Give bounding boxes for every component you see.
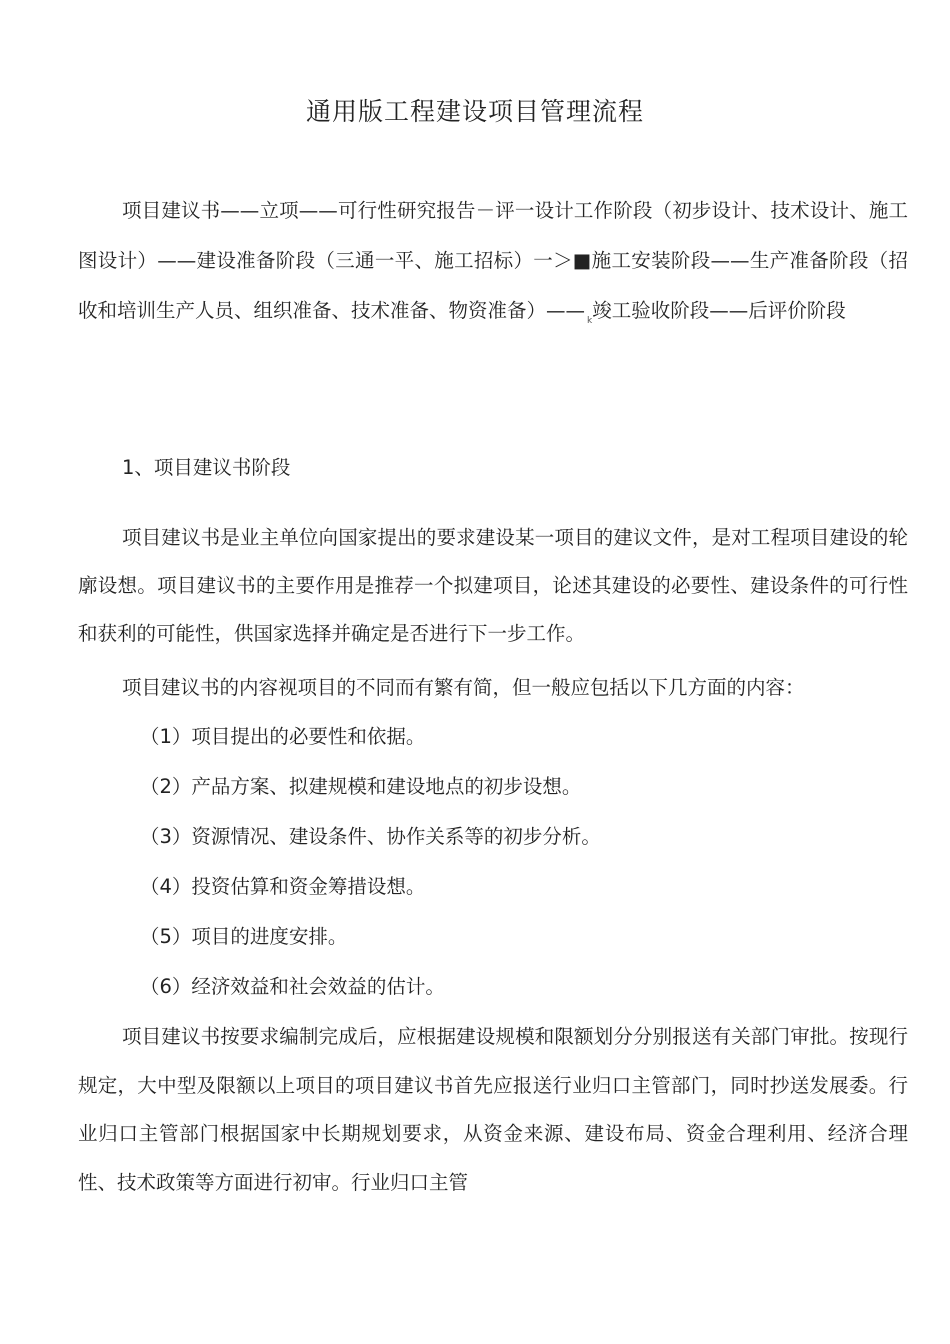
content-list bbox=[140, 712, 900, 1012]
list-item: （4）投资估算和资金筹措设想。 bbox=[140, 875, 426, 898]
paragraph-3: 项目建议书按要求编制完成后，应根据建设规模和限额划分分别报送有关部门审批。按现行规定，大中型及限额以上项目的项目建议书首先应报送行业归口主管部门，同时抄送发展委。行业归口主管部门根据国家中长期规划要求，从资金来源、建设布局、资金合理利用、经济合理性、技术政策等方面进行初审。行业归口主管 bbox=[78, 1025, 908, 1194]
section-heading-1: 1、项目建议书阶段 bbox=[122, 456, 291, 479]
paragraph-1: 项目建议书是业主单位向国家提出的要求建设某一项目的建议文件，是对工程项目建设的轮廓设想。项目建议书的主要作用是推荐一个拟建项目，论述其建设的必要性、建设条件的可行性和获利的可能性，供国家选择并确定是否进行下一步工作。 bbox=[78, 526, 908, 645]
intro-main-text: 项目建议书——立项——可行性研究报告－评一设计工作阶段（初步设计、技术设计、施工图设计）——建设准备阶段（三通一平、施工招标）一＞■施工安装阶段——生产准备阶段（招收和培训生产人员、组织准备、技术准备、物资准备）—— bbox=[78, 199, 908, 322]
intro-paragraph bbox=[78, 186, 908, 346]
list-item: （1）项目提出的必要性和依据。 bbox=[140, 725, 426, 748]
intro-tail-text: 竣工验收阶段——后评价阶段 bbox=[592, 299, 846, 322]
intro-mark: k bbox=[587, 316, 593, 326]
list-item: （5）项目的进度安排。 bbox=[140, 925, 348, 948]
list-item: （6）经济效益和社会效益的估计。 bbox=[140, 975, 445, 998]
list-item: （2）产品方案、拟建规模和建设地点的初步设想。 bbox=[140, 775, 582, 798]
list-item: （3）资源情况、建设条件、协作关系等的初步分析。 bbox=[140, 825, 601, 848]
document-title: 通用版工程建设项目管理流程 bbox=[305, 97, 644, 126]
paragraph-2: 项目建议书的内容视项目的不同而有繁有简，但一般应包括以下几方面的内容： bbox=[122, 676, 805, 699]
